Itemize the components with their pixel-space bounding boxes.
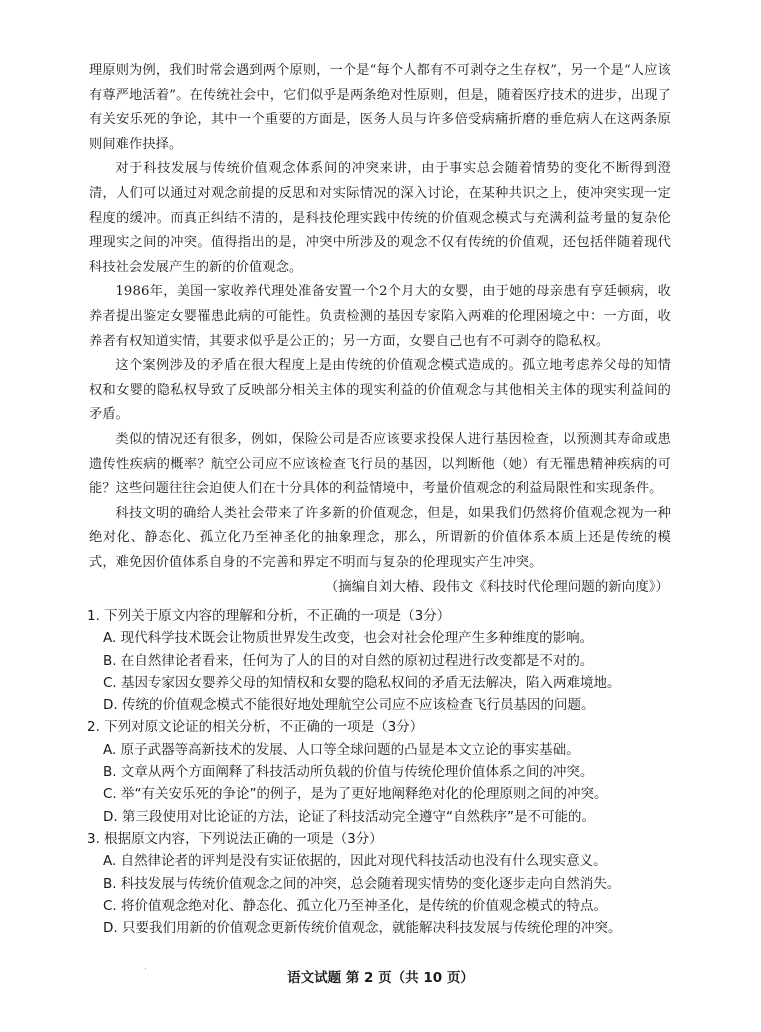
question-stem: 1. 下列关于原文内容的理解和分析，不正确的一项是（3分） [87, 608, 451, 624]
article-paragraph: 类似的情况还有很多，例如，保险公司是否应该要求投保人进行基因检查，以预测其寿命或患遗传性疾病的概率？航空公司应不应该检查飞行员的基因，以判断他（她）有无罹患精神疾病的可能？这些问题往往会迫使人们在十分具体的利益情境中，考量价值观念的利益局限性和实现条件。 [89, 431, 671, 497]
article-paragraph: 科技文明的确给人类社会带来了许多新的价值观念，但是，如果我们仍然将价值观念视为一种绝对化、静态化、孤立化乃至神圣化的抽象理念，那么，所谓新的价值体系本质上还是传统的模式，难免因价值体系自身的不完善和界定不明而与复杂的伦理现实产生冲突。 [89, 505, 671, 570]
option-a: A. 原子武器等高新技术的发展、人口等全球问题的凸显是本文立论的事实基础。 [103, 741, 580, 758]
option-b: B. 在自然律论者看来，任何为了人的目的对自然的原初过程进行改变都是不对的。 [103, 652, 594, 669]
option-a: A. 自然律论者的评判是没有实证依据的，因此对现代科技活动也没有什么现实意义。 [103, 853, 607, 870]
question-list [87, 605, 673, 939]
article-paragraph: 理原则为例，我们时常会遇到两个原则，一个是“每个人都有不可剥夺之生存权”，另一个是“人应该有尊严地活着”。在传统社会中，它们似乎是两条绝对性原则，但是，随着医疗技术的进步，出现了有关安乐死的争论，其中一个重要的方面是，医务人员与许多倍受病痛折磨的垂危病人在这两条原则间难作抉择。 [89, 63, 671, 152]
page-footer: 语文试题 第 2 页（共 10 页） [287, 970, 474, 986]
option-d: D. 传统的价值观念模式不能很好地处理航空公司应不应该检查飞行员基因的问题。 [103, 697, 595, 714]
option-b: B. 科技发展与传统价值观念之间的冲突，总会随着现实情势的变化逐步走向自然消失。 [103, 875, 621, 892]
question-2 [87, 716, 673, 827]
article-paragraph: 对于科技发展与传统价值观念体系间的冲突来讲，由于事实总会随着情势的变化不断得到澄清，人们可以通过对观念前提的反思和对实际情况的深入讨论，在某种共识之上，使冲突实现一定程度的缓冲。而真正纠结不清的，是科技伦理实践中传统的价值观念模式与充满利益考量的复杂伦理现实之间的冲突。值得指出的是，冲突中所涉及的观念不仅有传统的价值观，还包括伴随着现代科技社会发展产生的新的价值观念。 [89, 161, 671, 275]
option-d: D. 只要我们用新的价值观念更新传统价值观念，就能解决科技发展与传统伦理的冲突。 [103, 920, 622, 937]
question-stem: 2. 下列对原文论证的相关分析，不正确的一项是（3分） [87, 719, 424, 736]
question-1 [87, 605, 673, 716]
option-c: C. 举“有关安乐死的争论”的例子，是为了更好地阐释绝对化的伦理原则之间的冲突。 [103, 786, 608, 803]
option-c: C. 将价值观念绝对化、静态化、孤立化乃至神圣化，是传统的价值观念模式的特点。 [103, 897, 608, 914]
article-body [89, 59, 671, 600]
option-c: C. 基因专家因女婴养父母的知情权和女婴的隐私权间的矛盾无法解决，陷入两难境地。 [103, 674, 621, 691]
scan-dot: · [144, 965, 147, 975]
article-source: （摘编自刘大椿、段伟文《科技时代伦理问题的新向度》） [324, 579, 669, 596]
option-a: A. 现代科学技术既会让物质世界发生改变，也会对社会伦理产生多种维度的影响。 [103, 630, 594, 647]
question-stem: 3. 根据原文内容，下列说法正确的一项是（3分） [87, 830, 383, 847]
article-paragraph: 这个案例涉及的矛盾在很大程度上是由传统的价值观念模式造成的。孤立地考虑养父母的知情权和女婴的隐私权导致了反映部分相关主体的现实利益的价值观念与其他相关主体的现实利益间的矛盾。 [89, 358, 671, 423]
option-d: D. 第三段使用对比论证的方法，论证了科技活动完全遵守“自然秩序”是不可能的。 [103, 808, 595, 825]
question-3 [87, 828, 673, 939]
option-b: B. 文章从两个方面阐释了科技活动所负载的价值与传统伦理价值体系之间的冲突。 [103, 764, 594, 781]
article-paragraph: 1986年，美国一家收养代理处准备安置一个2个月大的女婴，由于她的母亲患有亨廷顿病，收养者提出鉴定女婴罹患此病的可能性。负责检测的基因专家陷入两难的伦理困境之中：一方面，收养者有权知道实情，其要求似乎是公正的；另一方面，女婴自己也有不可剥夺的隐私权。 [89, 284, 671, 349]
